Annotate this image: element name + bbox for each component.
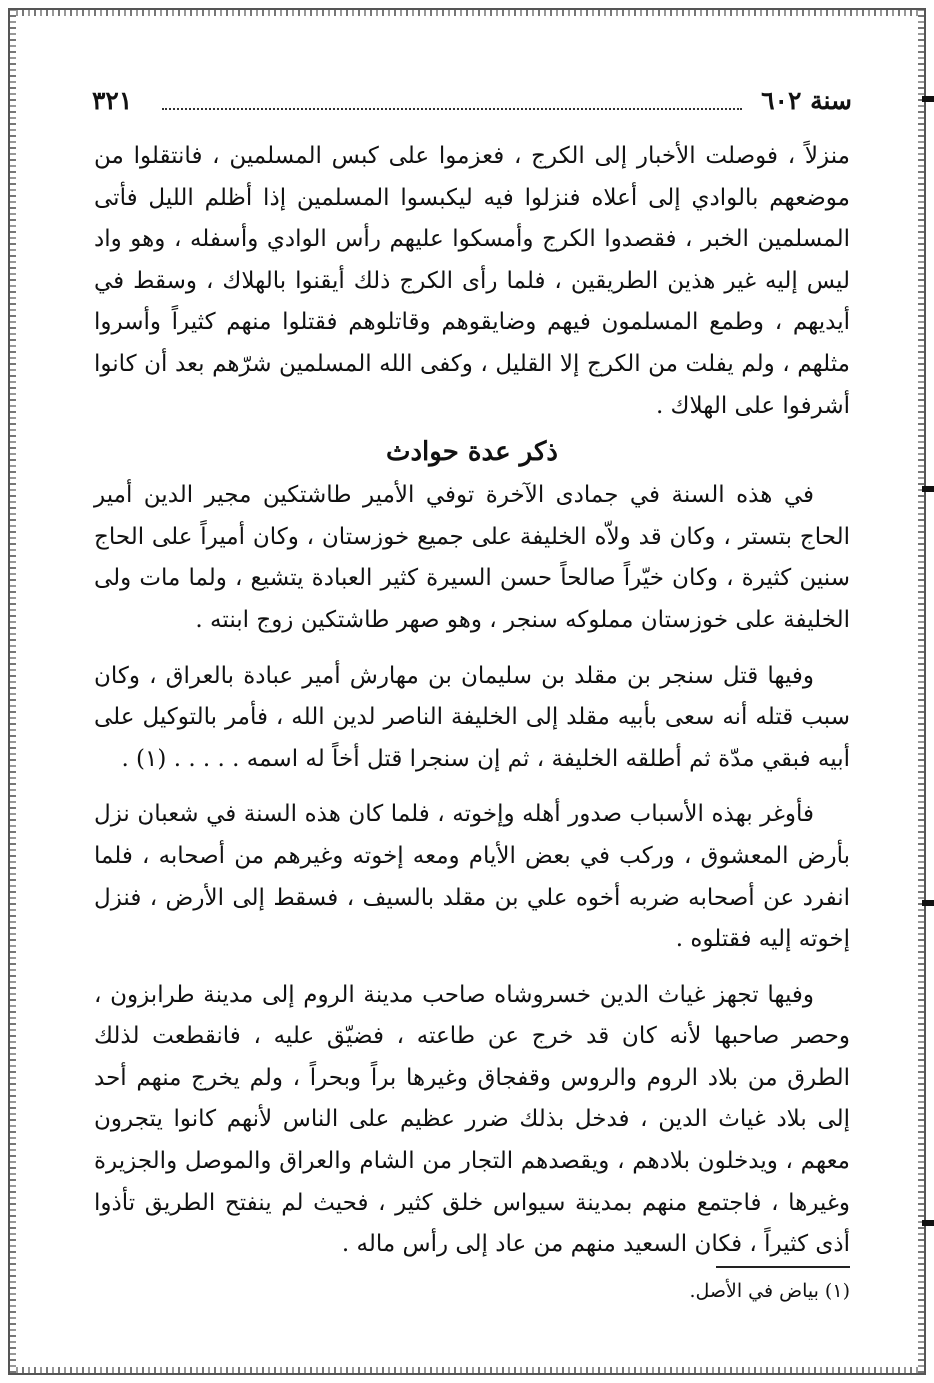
paragraph: وفيها قتل سنجر بن مقلد بن سليمان بن مهارش أمير عبادة بالعراق ، وكان سبب قتله أنه سعى بأبيه مقلد إلى الخليفة الناصر لدين الله ، فأمر بالتوكيل على أبيه فبقي مدّة ثم أطلقه الخليفة ، ثم إن سنجرا قتل أخاً له اسمه . . . . . (١) . bbox=[94, 662, 850, 772]
page-number: ٣٢١ bbox=[92, 86, 133, 115]
footnote-rule bbox=[716, 1266, 850, 1268]
edge-mark bbox=[922, 96, 934, 102]
running-header bbox=[92, 86, 852, 122]
edge-mark bbox=[922, 1220, 934, 1226]
paragraph: فأوغر بهذه الأسباب صدور أهله وإخوته ، فلما كان هذه السنة في شعبان نزل بأرض المعشوق ، وركب في بعض الأيام ومعه إخوته وغيرهم من أصحابه ، فلما انفرد عن أصحابه ضربه أخوه علي بن مقلد بالسيف ، فسقط إلى الأرض ، فنزل إخوته إليه فقتلوه . bbox=[94, 801, 850, 953]
edge-mark bbox=[922, 486, 934, 492]
paragraph: منزلاً ، فوصلت الأخبار إلى الكرج ، فعزموا على كبس المسلمين ، فانتقلوا من موضعهم بالوادي إلى أعلاه فنزلوا فيه ليكبسوا المسلمين إذا أظلم الليل فأتى المسلمين الخبر ، فقصدوا الكرج وأمسكوا عليهم رأس الوادي وأسفله ، وهو واد ليس إليه غير هذين الطريقين ، فلما رأى الكرج ذلك أيقنوا بالهلاك ، وسقط في أيديهم ، وطمع المسلمون فيهم وضايقوهم وقاتلوهم فقتلوا منهم كثيراً وأسروا مثلهم ، ولم يفلت من الكرج إلا القليل ، وكفى الله المسلمين شرّهم بعد أن كانوا أشرفوا على الهلاك . bbox=[94, 143, 850, 419]
edge-mark bbox=[922, 900, 934, 906]
page-body bbox=[94, 136, 850, 1266]
paragraph: في هذه السنة في جمادى الآخرة توفي الأمير طاشتكين مجير الدين أمير الحاج بتستر ، وكان قد ولاّه الخليفة على جميع خوزستان ، وكان أميراً على الحاج سنين كثيرة ، وكان خيّراً صالحاً حسن السيرة كثير العبادة يتشيع ، ولما مات ولى الخليفة على خوزستان مملوكه سنجر ، وهو صهر طاشتكين زوج ابنته . bbox=[94, 482, 850, 633]
header-leader-dots bbox=[162, 108, 742, 110]
footnote: (١) بياض في الأصل. bbox=[689, 1280, 850, 1302]
paragraph: وفيها تجهز غياث الدين خسروشاه صاحب مدينة الروم إلى مدينة طرابزون ، وحصر صاحبها لأنه كان قد خرج عن طاعته ، فضيّق عليه ، فانقطعت لذلك الطرق من بلاد الروم والروس وقفجاق وغيرها براً وبحراً ، ولم يخرج منهم أحد إلى بلاد غياث الدين ، فدخل بذلك ضرر عظيم على الناس لأنهم كانوا يتجرون معهم ، ويدخلون بلادهم ، ويقصدهم التجار من الشام والعراق والموصل والجزيرة وغيرها ، فاجتمع منهم بمدينة سيواس خلق كثير ، فحيث لم ينفتح الطريق تأذوا أذى كثيراً ، فكان السعيد منهم من عاد إلى رأس ماله . bbox=[94, 981, 850, 1258]
header-year: سنة ٦٠٢ bbox=[761, 86, 852, 115]
section-heading: ذكر عدة حوادث bbox=[386, 437, 558, 468]
